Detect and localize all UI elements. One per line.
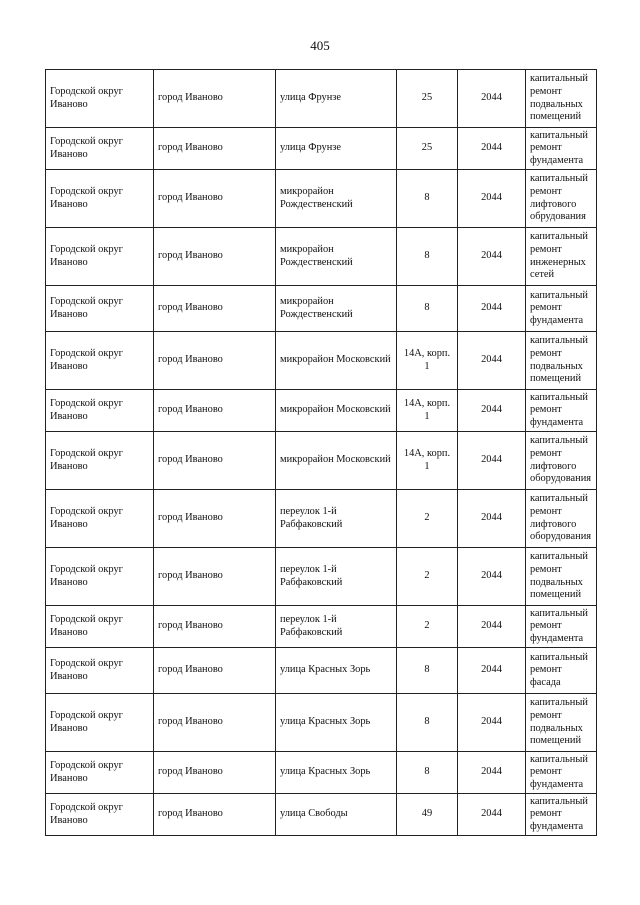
table-row <box>46 390 597 432</box>
table-row <box>46 228 597 286</box>
house-number-cell: 8 <box>397 752 458 794</box>
municipality-cell: Городской округ Иваново <box>46 286 154 332</box>
year-cell: 2044 <box>458 548 526 606</box>
municipality-cell: Городской округ Иваново <box>46 648 154 694</box>
year-cell: 2044 <box>458 286 526 332</box>
street-cell: улица Свободы <box>276 794 397 836</box>
municipality-cell: Городской округ Иваново <box>46 390 154 432</box>
settlement-cell: город Иваново <box>154 332 276 390</box>
house-number-cell: 25 <box>397 70 458 128</box>
municipality-cell: Городской округ Иваново <box>46 752 154 794</box>
table-row <box>46 170 597 228</box>
work-type-cell: капитальный ремонт фундамента <box>526 794 597 836</box>
house-number-cell: 14А, корп. 1 <box>397 390 458 432</box>
work-type-cell: капитальный ремонт подвальных помещений <box>526 694 597 752</box>
table-row <box>46 286 597 332</box>
street-cell: улица Красных Зорь <box>276 648 397 694</box>
municipality-cell: Городской округ Иваново <box>46 694 154 752</box>
street-cell: улица Красных Зорь <box>276 752 397 794</box>
year-cell: 2044 <box>458 606 526 648</box>
house-number-cell: 8 <box>397 228 458 286</box>
work-type-cell: капитальный ремонт подвальных помещений <box>526 332 597 390</box>
year-cell: 2044 <box>458 390 526 432</box>
work-type-cell: капитальный ремонт фундамента <box>526 752 597 794</box>
settlement-cell: город Иваново <box>154 606 276 648</box>
house-number-cell: 2 <box>397 548 458 606</box>
street-cell: микрорайон Рождественский <box>276 228 397 286</box>
year-cell: 2044 <box>458 170 526 228</box>
work-type-cell: капитальный ремонт подвальных помещений <box>526 548 597 606</box>
house-number-cell: 8 <box>397 170 458 228</box>
house-number-cell: 14А, корп. 1 <box>397 332 458 390</box>
year-cell: 2044 <box>458 332 526 390</box>
house-number-cell: 8 <box>397 286 458 332</box>
settlement-cell: город Иваново <box>154 70 276 128</box>
settlement-cell: город Иваново <box>154 490 276 548</box>
street-cell: микрорайон Московский <box>276 432 397 490</box>
work-type-cell: капитальный ремонт подвальных помещений <box>526 70 597 128</box>
street-cell: переулок 1-й Рабфаковский <box>276 548 397 606</box>
work-type-cell: капитальный ремонт фундамента <box>526 606 597 648</box>
municipality-cell: Городской округ Иваново <box>46 794 154 836</box>
work-type-cell: капитальный ремонт лифтового оборудования <box>526 490 597 548</box>
year-cell: 2044 <box>458 70 526 128</box>
house-number-cell: 2 <box>397 490 458 548</box>
year-cell: 2044 <box>458 432 526 490</box>
street-cell: переулок 1-й Рабфаковский <box>276 490 397 548</box>
year-cell: 2044 <box>458 128 526 170</box>
repair-schedule-table <box>45 69 597 836</box>
settlement-cell: город Иваново <box>154 794 276 836</box>
work-type-cell: капитальный ремонт фундамента <box>526 128 597 170</box>
settlement-cell: город Иваново <box>154 548 276 606</box>
table-row <box>46 432 597 490</box>
house-number-cell: 49 <box>397 794 458 836</box>
settlement-cell: город Иваново <box>154 390 276 432</box>
table-row <box>46 794 597 836</box>
house-number-cell: 2 <box>397 606 458 648</box>
page-number: 405 <box>310 38 330 53</box>
table-body <box>46 70 597 836</box>
street-cell: микрорайон Московский <box>276 332 397 390</box>
house-number-cell: 25 <box>397 128 458 170</box>
settlement-cell: город Иваново <box>154 648 276 694</box>
street-cell: микрорайон Московский <box>276 390 397 432</box>
street-cell: улица Фрунзе <box>276 128 397 170</box>
work-type-cell: капитальный ремонт фасада <box>526 648 597 694</box>
table-row <box>46 648 597 694</box>
work-type-cell: капитальный ремонт лифтового оборудования <box>526 432 597 490</box>
street-cell: микрорайон Рождественский <box>276 170 397 228</box>
street-cell: улица Красных Зорь <box>276 694 397 752</box>
street-cell: улица Фрунзе <box>276 70 397 128</box>
settlement-cell: город Иваново <box>154 432 276 490</box>
house-number-cell: 14А, корп. 1 <box>397 432 458 490</box>
table-row <box>46 332 597 390</box>
work-type-cell: капитальный ремонт фундамента <box>526 390 597 432</box>
work-type-cell: капитальный ремонт фундамента <box>526 286 597 332</box>
table-row <box>46 128 597 170</box>
year-cell: 2044 <box>458 694 526 752</box>
table-row <box>46 490 597 548</box>
municipality-cell: Городской округ Иваново <box>46 332 154 390</box>
year-cell: 2044 <box>458 648 526 694</box>
table-row <box>46 694 597 752</box>
municipality-cell: Городской округ Иваново <box>46 490 154 548</box>
year-cell: 2044 <box>458 228 526 286</box>
table-row <box>46 548 597 606</box>
street-cell: переулок 1-й Рабфаковский <box>276 606 397 648</box>
municipality-cell: Городской округ Иваново <box>46 70 154 128</box>
work-type-cell: капитальный ремонт инженерных сетей <box>526 228 597 286</box>
settlement-cell: город Иваново <box>154 128 276 170</box>
house-number-cell: 8 <box>397 648 458 694</box>
settlement-cell: город Иваново <box>154 752 276 794</box>
municipality-cell: Городской округ Иваново <box>46 548 154 606</box>
table-row <box>46 606 597 648</box>
work-type-cell: капитальный ремонт лифтового обрудования <box>526 170 597 228</box>
house-number-cell: 8 <box>397 694 458 752</box>
street-cell: микрорайон Рождественский <box>276 286 397 332</box>
municipality-cell: Городской округ Иваново <box>46 228 154 286</box>
municipality-cell: Городской округ Иваново <box>46 432 154 490</box>
table-row <box>46 752 597 794</box>
settlement-cell: город Иваново <box>154 694 276 752</box>
table-row <box>46 70 597 128</box>
settlement-cell: город Иваново <box>154 286 276 332</box>
year-cell: 2044 <box>458 794 526 836</box>
year-cell: 2044 <box>458 752 526 794</box>
settlement-cell: город Иваново <box>154 170 276 228</box>
municipality-cell: Городской округ Иваново <box>46 128 154 170</box>
municipality-cell: Городской округ Иваново <box>46 606 154 648</box>
settlement-cell: город Иваново <box>154 228 276 286</box>
municipality-cell: Городской округ Иваново <box>46 170 154 228</box>
year-cell: 2044 <box>458 490 526 548</box>
